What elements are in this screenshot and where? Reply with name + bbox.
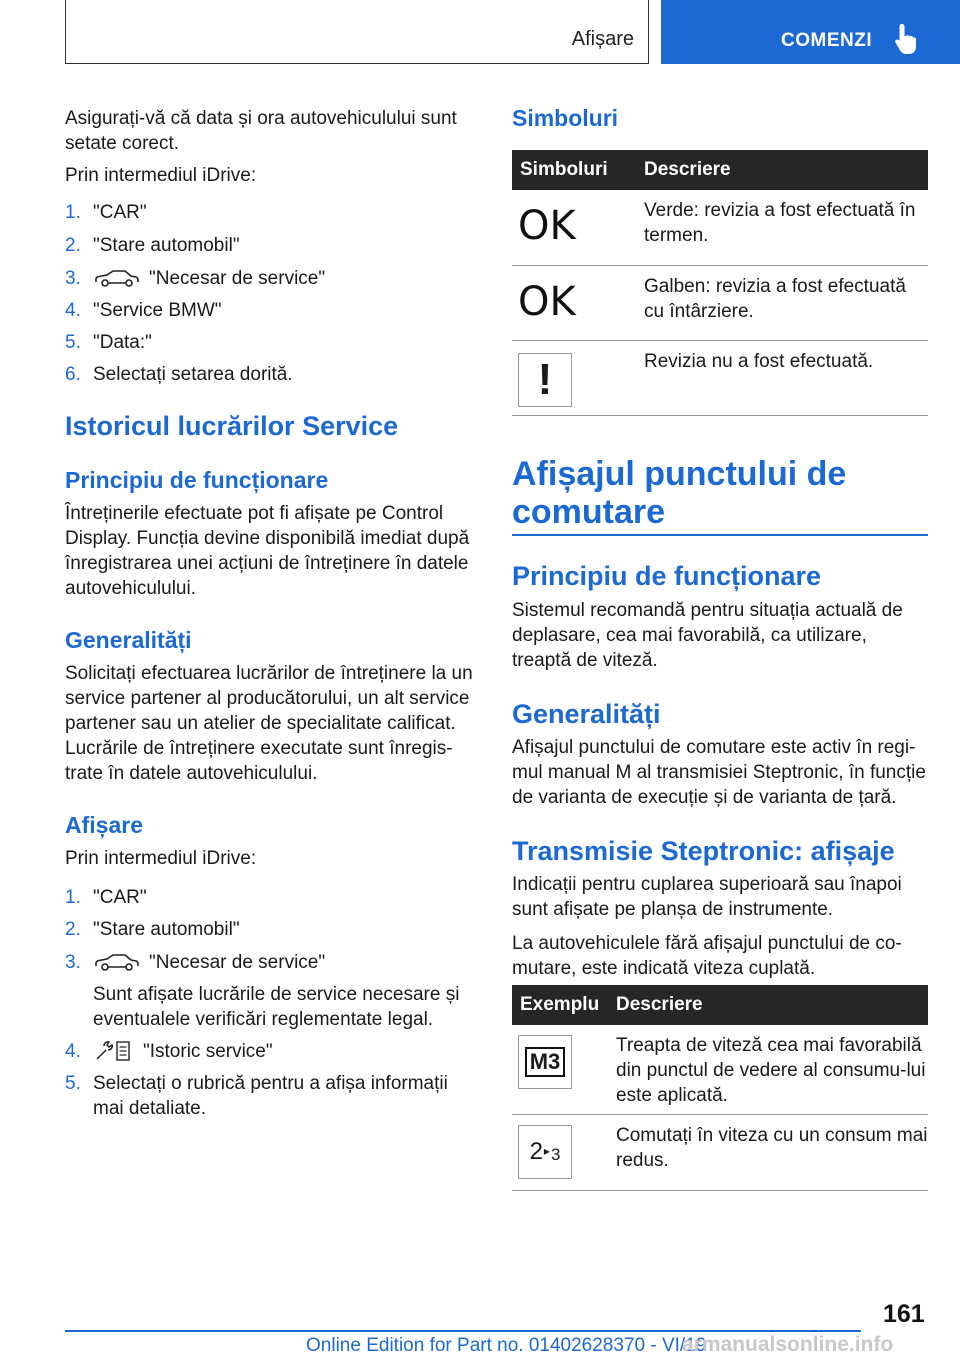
principle-paragraph: Întreținerile efectuate pot fi afișate pe Control Display. Funcția devine disponibilă imediat după înregistrarea unei acțiuni de întreținere în datele autovehiculului.	[65, 503, 470, 599]
section-rule	[512, 534, 928, 536]
heading-display: Afișare	[65, 812, 143, 838]
table-row	[512, 1114, 928, 1190]
list-text: "Data:"	[93, 332, 152, 353]
ok-green-symbol: OK	[518, 203, 576, 249]
heading-symbols: Simboluri	[512, 105, 619, 131]
table-cell-description: Galben: revizia a fost efectuată cu întârziere.	[636, 265, 928, 340]
header-section-box	[65, 0, 649, 64]
current-gear-glyph: 2	[529, 1138, 543, 1165]
list-text: "Stare automobil"	[93, 919, 240, 940]
table-cell-description: Treapta de viteză cea mai favorabilă din punctul de vedere al consumu‐lui este aplicată.	[608, 1025, 928, 1114]
service-history-icon	[93, 1039, 133, 1063]
watermark: armanualsonline.info	[682, 1333, 894, 1356]
arrow-right-icon: ▸	[543, 1144, 550, 1158]
list-number: 1.	[65, 202, 81, 223]
header-section-title: Afișare	[571, 28, 634, 50]
list-text: "CAR"	[93, 887, 147, 908]
heading-steptronic: Transmisie Steptronic: afișaje	[512, 836, 895, 866]
table-header-description: Descriere	[636, 150, 928, 190]
table-row	[512, 265, 928, 340]
footer-rule	[65, 1330, 861, 1332]
table-header-description: Descriere	[608, 985, 928, 1025]
list-text: "Necesar de service"	[149, 952, 326, 973]
step5-extra-line: mai detaliate.	[93, 1098, 207, 1119]
table-row	[512, 340, 928, 415]
list-number: 5.	[65, 332, 81, 353]
list-number: 6.	[65, 364, 81, 385]
exclamation-icon	[518, 353, 572, 407]
list-number: 2.	[65, 235, 81, 256]
step3-extra-line-2: eventualele verificări reglementate legal.	[93, 1009, 434, 1030]
list-number: 1.	[65, 887, 81, 908]
target-gear-glyph: 3	[550, 1145, 561, 1164]
table-header-example: Exemplu	[512, 985, 608, 1025]
header-tab-comenzi[interactable]	[661, 0, 960, 64]
table-row	[512, 190, 928, 265]
upshift-icon	[518, 1125, 572, 1179]
table-cell-description: Verde: revizia a fost efectuată în termen.	[636, 190, 928, 265]
via-idrive-label-2: Prin intermediul iDrive:	[65, 848, 257, 869]
car-icon	[93, 268, 141, 288]
ok-yellow-symbol: OK	[518, 278, 576, 325]
list-text: Selectați setarea dorită.	[93, 364, 293, 385]
symbols-table	[512, 150, 928, 416]
pointing-hand-icon	[893, 22, 919, 56]
principle-paragraph-right: Sistemul recomandă pentru situația actuală de deplasare, cea mai favorabilă, ca utilizare, treaptă de viteză.	[512, 600, 903, 671]
general-paragraph-right: Afișajul punctului de comutare este activ în regi‐mul manual M al transmisiei Steptronic, în funcție de varianta de execuție și de varianta de țară.	[512, 737, 926, 808]
list-number: 2.	[65, 919, 81, 940]
heading-general: Generalități	[65, 627, 192, 653]
list-number: 4.	[65, 300, 81, 321]
list-text: "Istoric service"	[143, 1041, 273, 1062]
step3-extra-line-1: Sunt afișate lucrările de service necesare și	[93, 984, 460, 1005]
via-idrive-label: Prin intermediul iDrive:	[65, 165, 257, 186]
header-tab-label: COMENZI	[781, 30, 873, 51]
list-number: 3.	[65, 268, 81, 289]
steptronic-paragraph-1: Indicații pentru cuplarea superioară sau înapoi sunt afișate pe planșa de instrumente.	[512, 874, 902, 920]
example-table	[512, 985, 928, 1191]
table-row	[512, 1025, 928, 1114]
heading-general-right: Generalități	[512, 699, 661, 729]
list-number: 5.	[65, 1073, 81, 1094]
table-cell-description: Comutați în viteza cu un consum mai redus.	[608, 1114, 928, 1190]
car-icon	[93, 952, 141, 972]
list-number: 4.	[65, 1041, 81, 1062]
list-text: "Service BMW"	[93, 300, 222, 321]
heading-shift-point-display: Afișajul punctului de comutare	[512, 455, 847, 531]
list-number: 3.	[65, 952, 81, 973]
list-text: "CAR"	[93, 202, 147, 223]
exclamation-glyph: !	[537, 354, 553, 404]
list-text: "Necesar de service"	[149, 268, 326, 289]
steptronic-paragraph-2: La autovehiculele fără afișajul punctului de co‐mutare, este indicată viteza cuplată.	[512, 933, 902, 979]
list-text: Selectați o rubrică pentru a afișa informații	[93, 1073, 448, 1094]
gear-m3-glyph: M3	[525, 1047, 566, 1077]
gear-m3-icon	[518, 1035, 572, 1089]
heading-principle: Principiu de funcționare	[65, 467, 329, 493]
footer-edition: Online Edition for Part no. 01402628370 - VI/19	[306, 1335, 707, 1356]
list-text: "Stare automobil"	[93, 235, 240, 256]
intro-paragraph: Asigurați-vă că data și ora autovehiculului sunt setate corect.	[65, 108, 457, 154]
heading-service-history: Istoricul lucrărilor Service	[65, 411, 399, 441]
general-paragraph: Solicitați efectuarea lucrărilor de întreținere la un service partener al producătorului, un alt service partener sau un atelier de specialitate calificat. Lucrările de întreținere executate sunt înregis‐trate în datele autovehiculului.	[65, 663, 473, 784]
table-cell-description: Revizia nu a fost efectuată.	[636, 340, 928, 415]
heading-principle-right: Principiu de funcționare	[512, 561, 822, 591]
page-number: 161	[883, 1300, 925, 1328]
table-header-symbols: Simboluri	[512, 150, 636, 190]
